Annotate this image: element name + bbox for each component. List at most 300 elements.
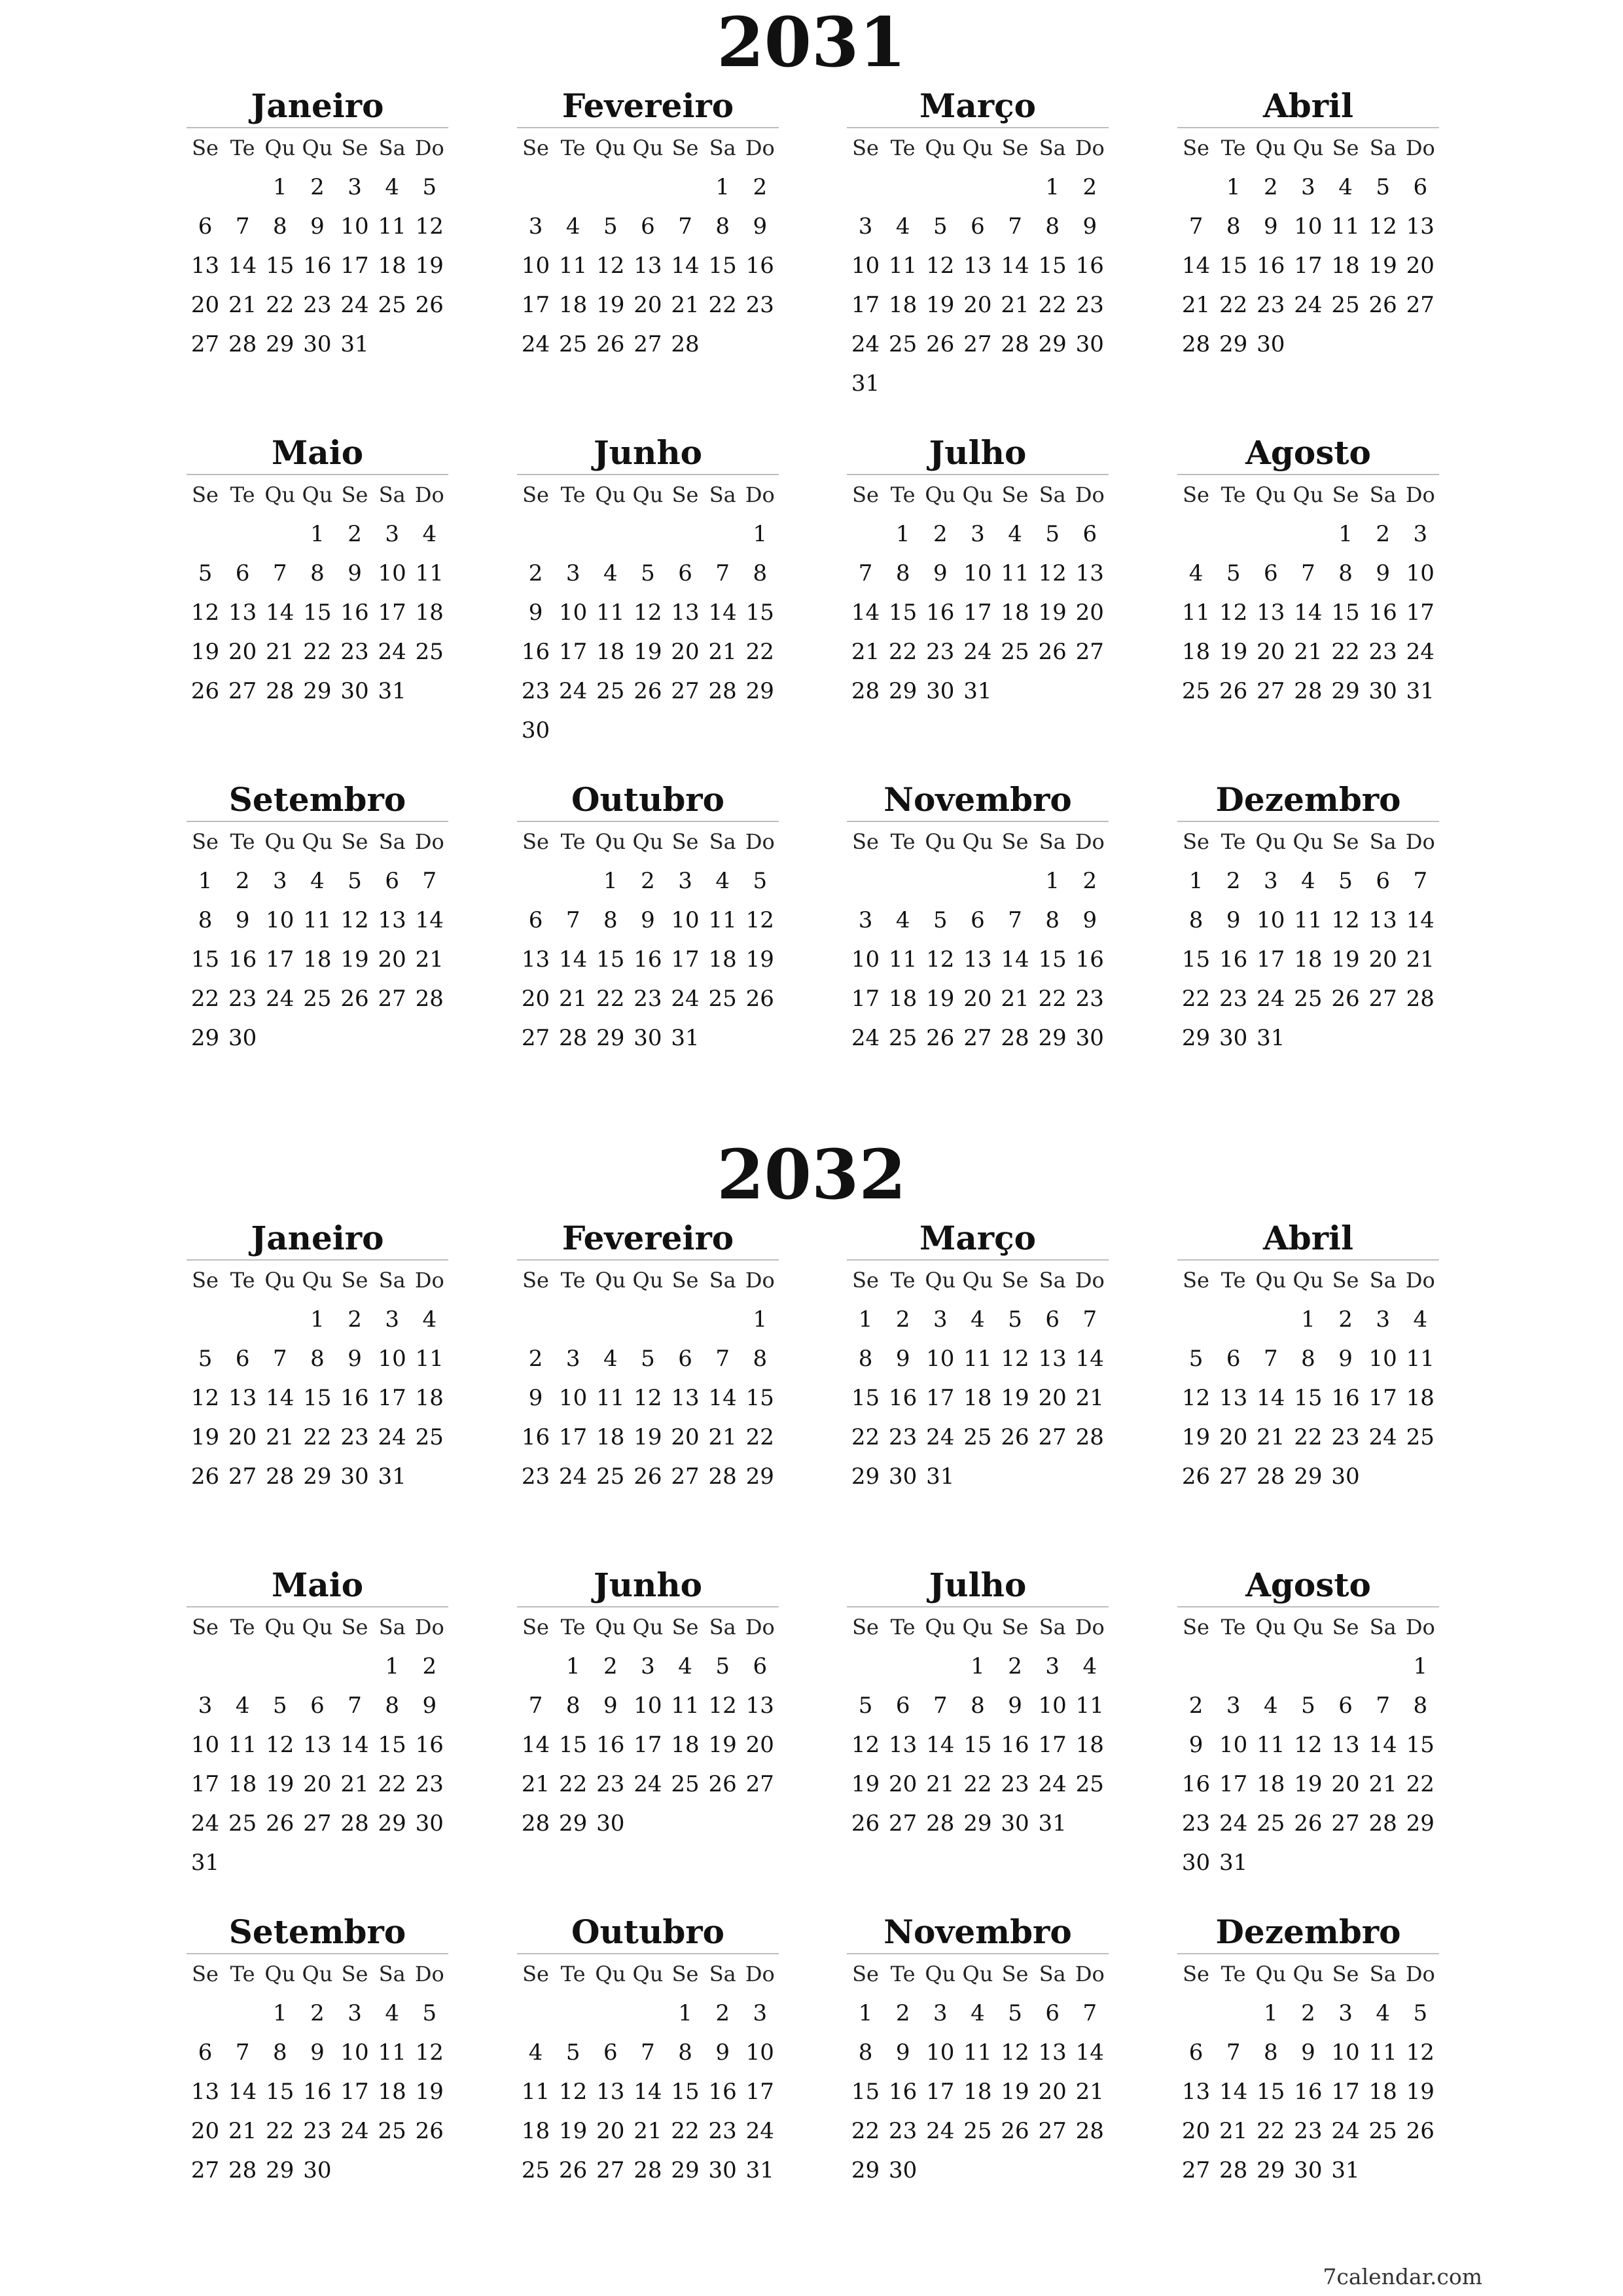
day-cell: 1 (895, 521, 910, 547)
day-empty (847, 861, 884, 901)
day-cell: 30 (1075, 1025, 1104, 1051)
weekday-header: Qu (925, 829, 956, 854)
day-cell: 13 (889, 1732, 918, 1758)
weekday-header: Do (1075, 482, 1105, 507)
weekday-header: Se (671, 482, 699, 507)
day-cell: 8 (895, 560, 910, 586)
day-cell: 7 (715, 1346, 730, 1372)
day-cell: 19 (1368, 253, 1397, 279)
day-cell: 9 (753, 213, 768, 240)
day-cell: 1 (198, 868, 213, 894)
day-cell: 13 (745, 1693, 774, 1719)
day-empty (187, 1647, 224, 1686)
day-cell: 5 (1376, 174, 1390, 200)
day-cell: 30 (889, 2157, 918, 2183)
month-name: Junho (517, 432, 779, 475)
day-cell: 9 (348, 1346, 362, 1372)
day-cell: 11 (1368, 2039, 1397, 2066)
weekday-header: Se (1183, 829, 1209, 854)
day-cell: 13 (303, 1732, 332, 1758)
day-grid (187, 1261, 448, 1496)
month-block (517, 779, 779, 1058)
day-cell: 30 (926, 678, 955, 704)
day-cell: 10 (1257, 907, 1285, 933)
day-cell: 25 (1368, 2118, 1397, 2144)
weekday-header: Do (745, 1615, 775, 1640)
day-cell: 8 (603, 907, 618, 933)
day-cell: 9 (1008, 1693, 1022, 1719)
day-cell: 19 (851, 1771, 880, 1797)
day-cell: 24 (926, 1424, 955, 1450)
day-cell: 20 (1038, 2079, 1067, 2105)
day-cell: 21 (340, 1771, 369, 1797)
day-cell: 25 (1406, 1424, 1435, 1450)
day-cell: 25 (671, 1771, 700, 1797)
weekday-header: Qu (1255, 135, 1287, 160)
day-empty (187, 1300, 224, 1339)
day-empty (517, 168, 554, 207)
weekday-header: Te (1221, 1615, 1246, 1640)
day-cell: 18 (378, 253, 406, 279)
day-cell: 9 (1082, 907, 1097, 933)
weekday-header: Do (1075, 1268, 1105, 1293)
day-cell: 16 (889, 1385, 918, 1411)
day-cell: 9 (348, 560, 362, 586)
weekday-header: Se (671, 1268, 699, 1293)
day-cell: 27 (745, 1771, 774, 1797)
day-cell: 23 (521, 1463, 550, 1490)
day-cell: 10 (559, 1385, 588, 1411)
day-cell: 1 (1338, 521, 1353, 547)
weekday-header: Se (192, 1268, 219, 1293)
weekday-header: Se (341, 829, 368, 854)
day-cell: 23 (228, 986, 257, 1012)
day-cell: 31 (190, 1850, 220, 1876)
day-cell: 14 (559, 946, 588, 973)
day-cell: 18 (415, 600, 444, 626)
day-cell: 27 (228, 678, 257, 704)
month-block (187, 1911, 448, 2190)
day-cell: 1 (565, 1653, 580, 1679)
day-grid (517, 128, 779, 364)
day-cell: 7 (641, 2039, 655, 2066)
day-cell: 19 (1406, 2079, 1435, 2105)
day-cell: 5 (348, 868, 362, 894)
day-cell: 9 (715, 2039, 730, 2066)
day-cell: 12 (851, 1732, 880, 1758)
day-cell: 1 (1045, 174, 1060, 200)
weekday-header: Qu (962, 482, 993, 507)
day-cell: 29 (1219, 331, 1248, 357)
day-cell: 8 (272, 213, 287, 240)
day-cell: 1 (1301, 1306, 1315, 1333)
day-cell: 2 (348, 1306, 362, 1333)
day-cell: 29 (1038, 331, 1067, 357)
day-cell: 26 (266, 1810, 294, 1837)
day-cell: 7 (348, 1693, 362, 1719)
day-cell: 3 (565, 560, 580, 586)
day-cell: 23 (889, 1424, 918, 1450)
weekday-header: Se (341, 1615, 368, 1640)
day-cell: 7 (1263, 1346, 1278, 1372)
weekday-header: Se (192, 1962, 219, 1986)
day-cell: 1 (971, 1653, 985, 1679)
day-cell: 21 (1181, 292, 1211, 318)
day-cell: 28 (340, 1810, 369, 1837)
day-cell: 3 (858, 213, 873, 240)
day-empty (629, 1300, 666, 1339)
day-cell: 30 (1368, 678, 1397, 704)
day-grid (847, 1261, 1109, 1496)
day-cell: 22 (1038, 292, 1067, 318)
day-cell: 12 (415, 213, 444, 240)
month-block (187, 85, 448, 364)
day-cell: 7 (715, 560, 730, 586)
weekday-header: Do (1075, 1962, 1105, 1986)
day-cell: 17 (378, 1385, 406, 1411)
day-cell: 14 (1001, 253, 1029, 279)
day-empty (884, 168, 921, 207)
day-cell: 8 (310, 560, 325, 586)
day-cell: 10 (190, 1732, 220, 1758)
day-cell: 13 (228, 600, 257, 626)
day-empty (1215, 514, 1252, 554)
day-cell: 25 (963, 1424, 992, 1450)
day-cell: 13 (1075, 560, 1104, 586)
day-cell: 13 (190, 253, 220, 279)
day-cell: 12 (745, 907, 774, 933)
weekday-header: Te (890, 135, 916, 160)
weekday-header: Sa (378, 829, 406, 854)
day-cell: 19 (633, 1424, 662, 1450)
day-cell: 21 (1406, 946, 1435, 973)
weekday-header: Se (522, 829, 549, 854)
day-cell: 5 (198, 1346, 213, 1372)
day-cell: 30 (228, 1025, 257, 1051)
weekday-header: Sa (378, 1615, 406, 1640)
day-cell: 25 (1181, 678, 1211, 704)
day-empty (1177, 168, 1215, 207)
month-block (187, 1217, 448, 1496)
weekday-header: Do (1405, 482, 1435, 507)
day-cell: 3 (971, 521, 985, 547)
day-cell: 12 (926, 253, 955, 279)
day-cell: 14 (266, 600, 294, 626)
day-cell: 11 (521, 2079, 550, 2105)
month-name: Janeiro (187, 85, 448, 128)
day-cell: 3 (1338, 2000, 1353, 2026)
day-cell: 15 (1257, 2079, 1285, 2105)
day-cell: 15 (1331, 600, 1360, 626)
weekday-header: Qu (925, 482, 956, 507)
day-cell: 17 (1331, 2079, 1360, 2105)
day-cell: 18 (889, 986, 918, 1012)
day-cell: 12 (1181, 1385, 1211, 1411)
weekday-header: Sa (378, 1268, 406, 1293)
day-cell: 9 (603, 1693, 618, 1719)
day-cell: 5 (422, 174, 437, 200)
day-empty (667, 514, 704, 554)
day-cell: 9 (1338, 1346, 1353, 1372)
day-cell: 11 (596, 1385, 625, 1411)
day-cell: 12 (1001, 2039, 1029, 2066)
day-cell: 15 (1181, 946, 1211, 973)
day-cell: 17 (1219, 1771, 1248, 1797)
day-cell: 5 (1338, 868, 1353, 894)
day-cell: 24 (926, 2118, 955, 2144)
day-cell: 6 (641, 213, 655, 240)
weekday-header: Sa (1039, 1268, 1066, 1293)
day-cell: 30 (1331, 1463, 1360, 1490)
weekday-header: Se (192, 1615, 219, 1640)
day-cell: 16 (1294, 2079, 1323, 2105)
day-cell: 7 (858, 560, 873, 586)
weekday-header: Sa (1369, 482, 1397, 507)
day-cell: 15 (1219, 253, 1248, 279)
day-cell: 3 (858, 907, 873, 933)
month-block (1177, 1217, 1439, 1496)
day-cell: 21 (228, 2118, 257, 2144)
day-cell: 24 (378, 1424, 406, 1450)
day-empty (629, 514, 666, 554)
day-cell: 22 (1181, 986, 1211, 1012)
day-cell: 14 (926, 1732, 955, 1758)
weekday-header: Do (1405, 135, 1435, 160)
weekday-header: Sa (1039, 482, 1066, 507)
day-cell: 5 (1045, 521, 1060, 547)
weekday-header: Qu (632, 135, 664, 160)
day-cell: 15 (1038, 253, 1067, 279)
weekday-header: Se (1183, 1615, 1209, 1640)
day-cell: 29 (1181, 1025, 1211, 1051)
day-cell: 3 (933, 2000, 948, 2026)
weekday-header: Se (671, 1615, 699, 1640)
weekday-header: Te (230, 829, 255, 854)
day-cell: 27 (1038, 1424, 1067, 1450)
day-cell: 31 (378, 678, 406, 704)
day-cell: 28 (708, 678, 737, 704)
day-cell: 20 (378, 946, 406, 973)
day-cell: 26 (1294, 1810, 1323, 1837)
day-cell: 23 (1257, 292, 1285, 318)
day-cell: 27 (190, 2157, 220, 2183)
day-cell: 28 (851, 678, 880, 704)
day-empty (1177, 514, 1215, 554)
day-cell: 31 (1331, 2157, 1360, 2183)
day-cell: 8 (753, 1346, 768, 1372)
day-cell: 6 (1226, 1346, 1241, 1372)
day-cell: 6 (678, 1346, 692, 1372)
day-empty (667, 168, 704, 207)
day-grid (1177, 822, 1439, 1058)
day-empty (592, 1994, 629, 2033)
day-cell: 15 (1406, 1732, 1435, 1758)
day-cell: 2 (895, 1306, 910, 1333)
day-cell: 11 (963, 2039, 992, 2066)
day-cell: 31 (340, 331, 369, 357)
day-cell: 11 (1181, 600, 1211, 626)
weekday-header: Qu (264, 482, 296, 507)
day-cell: 2 (1338, 1306, 1353, 1333)
day-cell: 11 (963, 1346, 992, 1372)
day-cell: 23 (1219, 986, 1248, 1012)
day-cell: 28 (1368, 1810, 1397, 1837)
day-cell: 14 (228, 2079, 257, 2105)
day-cell: 22 (1219, 292, 1248, 318)
day-cell: 23 (340, 639, 369, 665)
day-cell: 7 (933, 1693, 948, 1719)
day-cell: 14 (851, 600, 880, 626)
day-cell: 28 (266, 678, 294, 704)
day-cell: 25 (596, 678, 625, 704)
day-cell: 7 (1082, 2000, 1097, 2026)
day-cell: 19 (1001, 2079, 1029, 2105)
day-cell: 27 (1257, 678, 1285, 704)
day-cell: 13 (228, 1385, 257, 1411)
day-cell: 4 (1082, 1653, 1097, 1679)
day-cell: 10 (1038, 1693, 1067, 1719)
weekday-header: Qu (302, 482, 333, 507)
month-name: Outubro (517, 1911, 779, 1954)
day-cell: 16 (340, 600, 369, 626)
month-name: Março (847, 85, 1109, 128)
day-cell: 3 (1263, 868, 1278, 894)
day-cell: 14 (340, 1732, 369, 1758)
day-grid (517, 475, 779, 750)
day-cell: 26 (926, 1025, 955, 1051)
weekday-header: Qu (1255, 1615, 1287, 1640)
day-cell: 8 (1338, 560, 1353, 586)
weekday-header: Qu (1255, 829, 1287, 854)
month-name: Novembro (847, 1911, 1109, 1954)
day-cell: 20 (228, 639, 257, 665)
day-cell: 9 (933, 560, 948, 586)
day-cell: 1 (385, 1653, 399, 1679)
day-empty (921, 1647, 959, 1686)
day-cell: 4 (565, 213, 580, 240)
day-cell: 31 (745, 2157, 774, 2183)
day-cell: 1 (272, 2000, 287, 2026)
day-cell: 11 (1075, 1693, 1104, 1719)
day-cell: 15 (745, 600, 774, 626)
day-cell: 22 (745, 1424, 774, 1450)
day-empty (1289, 1647, 1327, 1686)
day-cell: 21 (1294, 639, 1323, 665)
day-cell: 10 (1219, 1732, 1248, 1758)
year-title: 2032 (717, 1134, 906, 1215)
day-cell: 14 (671, 253, 700, 279)
day-cell: 11 (415, 560, 444, 586)
weekday-header: Se (1001, 829, 1029, 854)
day-empty (667, 1300, 704, 1339)
day-cell: 5 (1188, 1346, 1204, 1372)
day-cell: 17 (926, 1385, 955, 1411)
day-cell: 17 (266, 946, 294, 973)
day-cell: 18 (1257, 1771, 1285, 1797)
month-name: Agosto (1177, 1564, 1439, 1607)
day-cell: 2 (528, 1346, 543, 1372)
day-cell: 12 (708, 1693, 737, 1719)
day-cell: 24 (1406, 639, 1435, 665)
day-empty (592, 1300, 629, 1339)
day-cell: 25 (1294, 986, 1323, 1012)
weekday-header: Sa (709, 1268, 736, 1293)
weekday-header: Qu (925, 1268, 956, 1293)
month-block (847, 1564, 1109, 1843)
day-empty (187, 514, 224, 554)
day-cell: 4 (1301, 868, 1315, 894)
weekday-header: Se (522, 482, 549, 507)
weekday-header: Do (414, 1615, 444, 1640)
day-cell: 17 (1294, 253, 1323, 279)
day-cell: 30 (303, 2157, 332, 2183)
day-cell: 22 (671, 2118, 700, 2144)
day-cell: 3 (348, 2000, 362, 2026)
day-empty (224, 1300, 261, 1339)
day-cell: 20 (596, 2118, 625, 2144)
weekday-header: Sa (709, 829, 736, 854)
weekday-header: Qu (595, 829, 626, 854)
day-cell: 20 (1181, 2118, 1211, 2144)
weekday-header: Do (1405, 1268, 1435, 1293)
day-cell: 23 (926, 639, 955, 665)
weekday-header: Te (560, 1615, 586, 1640)
day-cell: 17 (851, 292, 880, 318)
weekday-header: Sa (709, 1962, 736, 1986)
day-cell: 16 (1331, 1385, 1360, 1411)
day-cell: 8 (1413, 1693, 1428, 1719)
day-empty (1177, 1994, 1215, 2033)
day-cell: 13 (963, 253, 992, 279)
day-cell: 31 (926, 1463, 955, 1490)
day-cell: 27 (671, 678, 700, 704)
weekday-header: Se (1332, 482, 1359, 507)
day-empty (1177, 1647, 1215, 1686)
day-cell: 5 (933, 213, 948, 240)
day-grid (847, 1954, 1109, 2190)
day-cell: 16 (340, 1385, 369, 1411)
day-cell: 14 (521, 1732, 550, 1758)
day-cell: 8 (385, 1693, 399, 1719)
day-cell: 18 (1368, 2079, 1397, 2105)
day-grid (1177, 1954, 1439, 2190)
day-empty (1252, 1300, 1289, 1339)
day-cell: 16 (1001, 1732, 1029, 1758)
day-cell: 13 (190, 2079, 220, 2105)
day-cell: 17 (378, 600, 406, 626)
weekday-header: Qu (962, 1962, 993, 1986)
weekday-header: Te (890, 829, 916, 854)
day-cell: 28 (559, 1025, 588, 1051)
day-cell: 2 (753, 174, 768, 200)
day-cell: 19 (926, 986, 955, 1012)
day-cell: 22 (1257, 2118, 1285, 2144)
day-cell: 18 (596, 639, 625, 665)
weekday-header: Qu (1255, 1268, 1287, 1293)
day-cell: 19 (415, 253, 444, 279)
day-cell: 29 (266, 331, 294, 357)
day-cell: 18 (1181, 639, 1211, 665)
day-cell: 15 (851, 1385, 880, 1411)
day-cell: 21 (1257, 1424, 1285, 1450)
day-empty (554, 1300, 592, 1339)
day-cell: 30 (1001, 1810, 1029, 1837)
day-cell: 23 (1181, 1810, 1211, 1837)
weekday-header: Te (230, 1268, 255, 1293)
day-cell: 20 (228, 1424, 257, 1450)
day-cell: 1 (678, 2000, 692, 2026)
day-cell: 11 (1294, 907, 1323, 933)
